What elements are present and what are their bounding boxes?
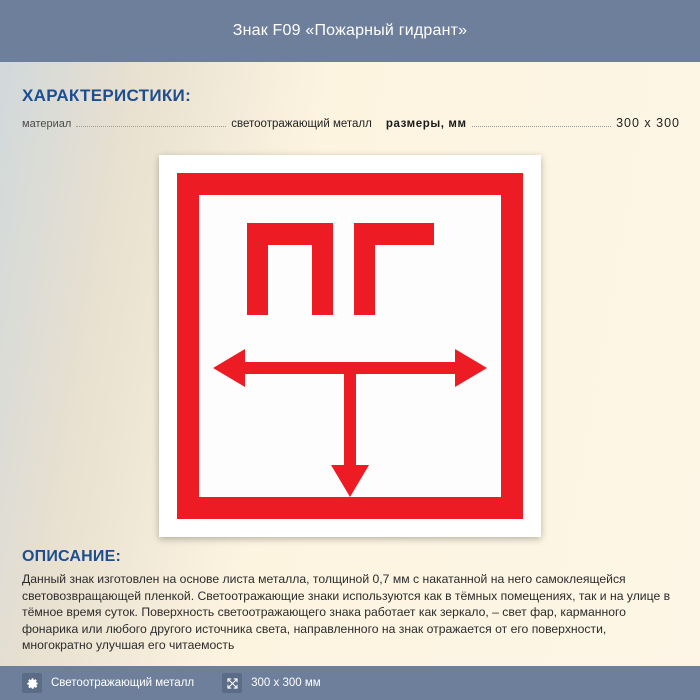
sign-content [199, 195, 501, 497]
material-value: светоотражающий металл [231, 118, 372, 130]
sign-letters-pg [247, 223, 434, 315]
gear-icon [22, 673, 42, 693]
sign-border [177, 173, 523, 519]
sign-arrows [213, 349, 487, 497]
description-heading: ОПИСАНИЕ: [22, 548, 122, 565]
size-value: 300 x 300 [616, 116, 680, 130]
footer-material-item [22, 666, 194, 700]
footer-size-label: 300 x 300 мм [251, 677, 321, 689]
footer-size-item [222, 666, 321, 700]
description-section [22, 548, 680, 654]
characteristics-heading: ХАРАКТЕРИСТИКИ: [22, 86, 192, 105]
sign-image [159, 155, 541, 537]
footer-bar [0, 666, 700, 700]
description-text: Данный знак изготовлен на основе листа металла, толщиной 0,7 мм с накатанной на него самоклеящейся световозвращающей пленкой. Светоотражающие знаки используются как в тёмных помещениях, так и на улице в тёмное время суток. Поверхность светоотражающего знака работает как зеркало, – свет фар, карманного фонарика или любого другого источника света, направленного на знак отражается от его поверхности, многократно улучшая его читаемость [22, 572, 671, 653]
characteristics-section [22, 86, 680, 130]
page-title: Знак F09 «Пожарный гидрант» [232, 22, 468, 39]
material-label: материал [22, 118, 72, 130]
size-label: размеры, мм [385, 118, 467, 130]
footer-material-label: Светоотражающий металл [51, 677, 195, 689]
dot-leader-1 [76, 126, 226, 127]
characteristics-row [22, 116, 680, 130]
header-bar [0, 0, 700, 62]
dot-leader-2 [472, 126, 611, 127]
fire-hydrant-pictogram [199, 195, 501, 497]
resize-icon [222, 673, 242, 693]
